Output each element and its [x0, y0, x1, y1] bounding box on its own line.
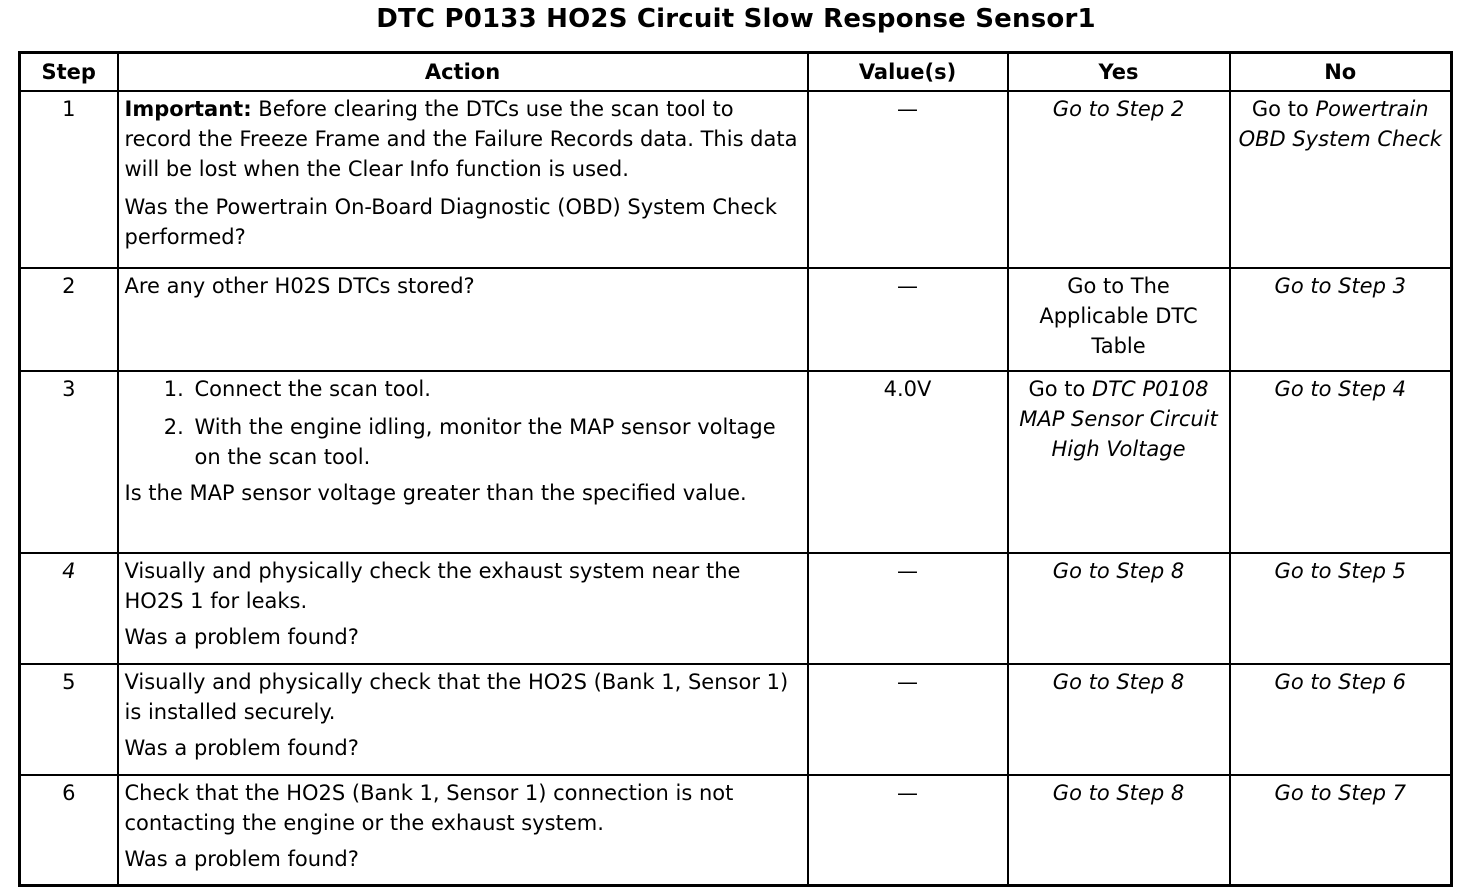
action-text: Visually and physically check the exhaust system near the HO2S 1 for leaks.: [124, 558, 741, 613]
yes-prefix: Go to: [1028, 377, 1093, 402]
table-row: [20, 553, 1452, 664]
table-row: [20, 91, 1452, 268]
value-cell: —: [808, 664, 1008, 775]
action-question: Was a problem found?: [124, 846, 359, 871]
action-question: Was a problem found?: [124, 624, 359, 649]
diagnostic-table: [18, 51, 1453, 887]
table-row: [20, 775, 1452, 886]
step-number: 6: [20, 775, 118, 886]
action-text: Visually and physically check that the HO2S (Bank 1, Sensor 1) is installed securely.: [124, 669, 789, 724]
yes-cell: [1008, 371, 1230, 552]
step-number: 1: [20, 91, 118, 268]
step-number: 4: [20, 553, 118, 664]
value-cell: 4.0V: [808, 371, 1008, 552]
action-cell: [118, 775, 808, 886]
action-question: Are any other H02S DTCs stored?: [118, 268, 808, 371]
yes-cell: Go to Step 2: [1008, 91, 1230, 268]
no-link: Powertrain OBD System Check: [1238, 97, 1442, 151]
value-cell: —: [808, 553, 1008, 664]
value-cell: —: [808, 268, 1008, 371]
action-cell: [118, 664, 808, 775]
table-row: [20, 371, 1452, 552]
header-no: No: [1230, 53, 1452, 92]
yes-cell: Go to Step 8: [1008, 775, 1230, 886]
action-text: Check that the HO2S (Bank 1, Sensor 1) connection is not contacting the engine or the exhaust system.: [124, 780, 734, 835]
no-cell: Go to Step 5: [1230, 553, 1452, 664]
action-cell: [118, 553, 808, 664]
no-cell: Go to Step 3: [1230, 268, 1452, 371]
page-title: DTC P0133 HO2S Circuit Slow Response Sensor1: [376, 4, 1096, 34]
yes-cell: Go to The Applicable DTC Table: [1008, 268, 1230, 371]
important-label: Important:: [124, 97, 252, 121]
action-question: Was a problem found?: [124, 735, 359, 760]
no-prefix: Go to: [1251, 97, 1316, 121]
action-question: Was the Powertrain On-Board Diagnostic (OBD) System Check performed?: [124, 195, 777, 249]
yes-cell: Go to Step 8: [1008, 553, 1230, 664]
table-row: [20, 664, 1452, 775]
substep-item: 2. With the engine idling, monitor the MAP sensor voltage on the scan tool.: [191, 412, 801, 472]
action-question: Is the MAP sensor voltage greater than the specified value.: [124, 481, 747, 506]
step-number: 3: [20, 371, 118, 552]
value-cell: —: [808, 91, 1008, 268]
header-values: Value(s): [808, 53, 1008, 92]
table-header-row: [20, 53, 1452, 92]
no-cell: [1230, 91, 1452, 268]
header-step: Step: [20, 53, 118, 92]
no-cell: Go to Step 4: [1230, 371, 1452, 552]
substep-list: [125, 374, 801, 472]
header-yes: Yes: [1008, 53, 1230, 92]
action-cell: [118, 371, 808, 552]
no-cell: Go to Step 7: [1230, 775, 1452, 886]
no-cell: Go to Step 6: [1230, 664, 1452, 775]
table-row: [20, 268, 1452, 371]
header-action: Action: [118, 53, 808, 92]
value-cell: —: [808, 775, 1008, 886]
step-number: 2: [20, 268, 118, 371]
substep-item: 1. Connect the scan tool.: [191, 374, 801, 404]
important-note: [125, 94, 801, 184]
yes-link: DTC P0108 MAP Sensor Circuit High Voltage: [1019, 377, 1218, 462]
step-number: 5: [20, 664, 118, 775]
action-cell: [118, 91, 808, 268]
yes-cell: Go to Step 8: [1008, 664, 1230, 775]
important-text: Before clearing the DTCs use the scan tool to record the Freeze Frame and the Failure Records data. This data will be lost when the Clear Info function is used.: [124, 97, 798, 181]
